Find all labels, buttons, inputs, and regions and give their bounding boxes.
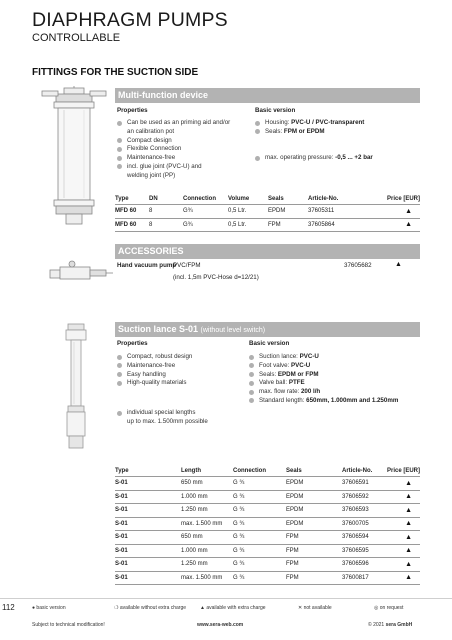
page-subtitle: CONTROLLABLE	[32, 32, 121, 44]
list-item: individual special lengths	[117, 409, 247, 418]
price-triangle-icon: ▲	[387, 571, 420, 585]
bullet-icon	[255, 129, 260, 134]
list-item: High-quality materials	[117, 379, 247, 388]
table-row: MFD 60 8 G¾ 0,5 Ltr. FPM 37605864 ▲	[115, 218, 420, 232]
column-header: Seals	[286, 465, 342, 477]
bullet-icon	[255, 156, 260, 161]
price-triangle-icon: ▲	[387, 477, 420, 491]
table-row: S-01 1.000 mm G ¾ EPDM 37606592 ▲	[115, 490, 420, 504]
suction-lance-table	[115, 465, 420, 585]
section-bar-subtitle: (without level switch)	[200, 327, 266, 334]
column-header: Seals	[268, 193, 308, 205]
basic-version-label: Basic version	[255, 107, 296, 114]
column-header: DN	[149, 193, 183, 205]
bullet-icon	[117, 121, 122, 126]
column-header: Type	[115, 465, 181, 477]
bullet-icon	[249, 372, 254, 377]
suction-lance-image	[56, 322, 96, 452]
table-row: S-01 1.250 mm G ¾ EPDM 37606593 ▲	[115, 504, 420, 518]
footer-divider	[0, 598, 452, 599]
basic-version-list	[255, 119, 420, 163]
price-triangle-icon: ▲	[387, 544, 420, 558]
basic-version-label: Basic version	[249, 340, 290, 347]
table-row: S-01 max. 1.500 mm G ¾ EPDM 37600705 ▲	[115, 517, 420, 531]
list-item: max. flow rate: 200 l/h	[249, 388, 420, 397]
price-triangle-icon: ▲	[387, 504, 420, 518]
column-header: Connection	[233, 465, 286, 477]
bullet-icon	[117, 363, 122, 368]
bullet-icon	[117, 156, 122, 161]
table-row: S-01 650 mm G ¾ FPM 37606594 ▲	[115, 531, 420, 545]
section-bar-suction-lance	[115, 322, 420, 337]
bullet-icon	[249, 381, 254, 386]
table-row: S-01 1.000 mm G ¾ FPM 37606595 ▲	[115, 544, 420, 558]
list-item: Seals: EPDM or FPM	[249, 371, 420, 380]
properties-list	[117, 353, 247, 388]
section-bar-title: Multi-function device	[118, 90, 208, 100]
accessory-note: (incl. 1,5m PVC-Hose d=12/21)	[173, 274, 259, 281]
column-header: Article-No.	[308, 193, 363, 205]
triangle-icon: ▲	[200, 605, 205, 611]
page-number: 112	[2, 603, 15, 612]
section-bar-accessories	[115, 244, 420, 259]
section-bar-title: ACCESSORIES	[118, 246, 184, 256]
list-item: Easy handling	[117, 371, 247, 380]
section-bar-multifunction	[115, 88, 420, 103]
column-header: Price [EUR]	[363, 193, 420, 205]
company-name: sera GmbH	[385, 622, 413, 628]
column-header: Article-No.	[342, 465, 387, 477]
list-item-continuation: an calibration pot	[127, 127, 175, 135]
basic-version-list	[249, 353, 420, 406]
on-request-icon: ◎	[374, 605, 379, 611]
multifunction-table	[115, 193, 420, 232]
column-header: Connection	[183, 193, 228, 205]
list-item: Can be used as an priming aid and/or	[117, 119, 252, 128]
bullet-icon	[255, 121, 260, 126]
accessory-name: Hand vacuum pump	[117, 262, 177, 269]
properties-list-extra	[117, 409, 247, 427]
list-item: Foot valve: PVC-U	[249, 362, 420, 371]
bullet-icon	[117, 381, 122, 386]
properties-label: Properties	[117, 340, 148, 347]
bullet-icon	[117, 147, 122, 152]
disclaimer: Subject to technical modification!	[32, 622, 105, 628]
table-header-row	[115, 193, 420, 205]
price-triangle-icon: ▲	[395, 261, 402, 268]
price-triangle-icon: ▲	[387, 490, 420, 504]
list-item: Standard length: 650mm, 1.000mm and 1.250mm	[249, 397, 420, 406]
list-item: Maintenance-free	[117, 154, 252, 163]
cross-icon: ✕	[298, 605, 303, 611]
list-item-continuation: welding joint (PP)	[127, 171, 176, 179]
accessory-article-number: 37605682	[344, 262, 372, 269]
list-item: Compact, robust design	[117, 353, 247, 362]
basic-version-dot-icon: ●	[32, 605, 36, 611]
list-item: Housing: PVC-U / PVC-transparent	[255, 119, 420, 128]
bullet-icon	[249, 363, 254, 368]
list-item: Maintenance-free	[117, 362, 247, 371]
column-header: Length	[181, 465, 233, 477]
table-row: S-01 1.250 mm G ¾ FPM 37606596 ▲	[115, 558, 420, 572]
price-triangle-icon: ▲	[387, 531, 420, 545]
list-item: Compact design	[117, 137, 252, 146]
bullet-icon	[117, 372, 122, 377]
properties-label: Properties	[117, 107, 148, 114]
page-title: DIAPHRAGM PUMPS	[32, 9, 228, 31]
bullet-icon	[117, 355, 122, 360]
copyright: © 2021 sera GmbH	[368, 622, 413, 628]
bullet-icon	[117, 138, 122, 143]
table-row: MFD 60 8 G¾ 0,5 Ltr. EPDM 37605311 ▲	[115, 205, 420, 219]
hand-vacuum-pump-image	[48, 258, 114, 288]
legend-item: ✕ not available	[298, 605, 332, 611]
bullet-icon	[117, 164, 122, 169]
list-item: incl. glue joint (PVC-U) and	[117, 163, 252, 172]
multifunction-device-image	[34, 86, 114, 232]
legend-item: ● basic version	[32, 605, 66, 611]
section-heading: FITTINGS FOR THE SUCTION SIDE	[32, 67, 199, 78]
bullet-icon	[249, 355, 254, 360]
table-header-row	[115, 465, 420, 477]
bullet-icon	[249, 390, 254, 395]
bullet-icon	[249, 398, 254, 403]
table-body	[115, 477, 420, 585]
list-item: Suction lance: PVC-U	[249, 353, 420, 362]
price-triangle-icon: ▲	[363, 205, 420, 219]
accessory-material: PVC/FPM	[173, 262, 201, 269]
website-link[interactable]: www.sera-web.com	[197, 622, 244, 628]
column-header: Volume	[228, 193, 268, 205]
column-header: Price [EUR]	[387, 465, 420, 477]
price-triangle-icon: ▲	[363, 218, 420, 232]
price-triangle-icon: ▲	[387, 558, 420, 572]
list-item-continuation: up to max. 1.500mm possible	[127, 417, 208, 425]
open-circle-icon: ❍	[114, 605, 119, 611]
list-item: Valve ball: PTFE	[249, 379, 420, 388]
legend-item: ▲ available with extra charge	[200, 605, 266, 611]
table-row: S-01 max. 1.500 mm G ¾ FPM 37600817 ▲	[115, 571, 420, 585]
legend-item: ❍ available without extra charge	[114, 605, 187, 611]
table-row: S-01 650 mm G ¾ EPDM 37606591 ▲	[115, 477, 420, 491]
list-item: Seals: FPM or EPDM	[255, 128, 420, 137]
legend-item: ◎ on request	[374, 605, 404, 611]
column-header: Type	[115, 193, 149, 205]
list-item: Flexible Connection	[117, 145, 252, 154]
price-triangle-icon: ▲	[387, 517, 420, 531]
section-bar-title: Suction lance S-01	[118, 324, 199, 334]
list-item: max. operating pressure: -0,5 ... +2 bar	[255, 154, 420, 163]
bullet-icon	[117, 411, 122, 416]
properties-list	[117, 119, 252, 181]
